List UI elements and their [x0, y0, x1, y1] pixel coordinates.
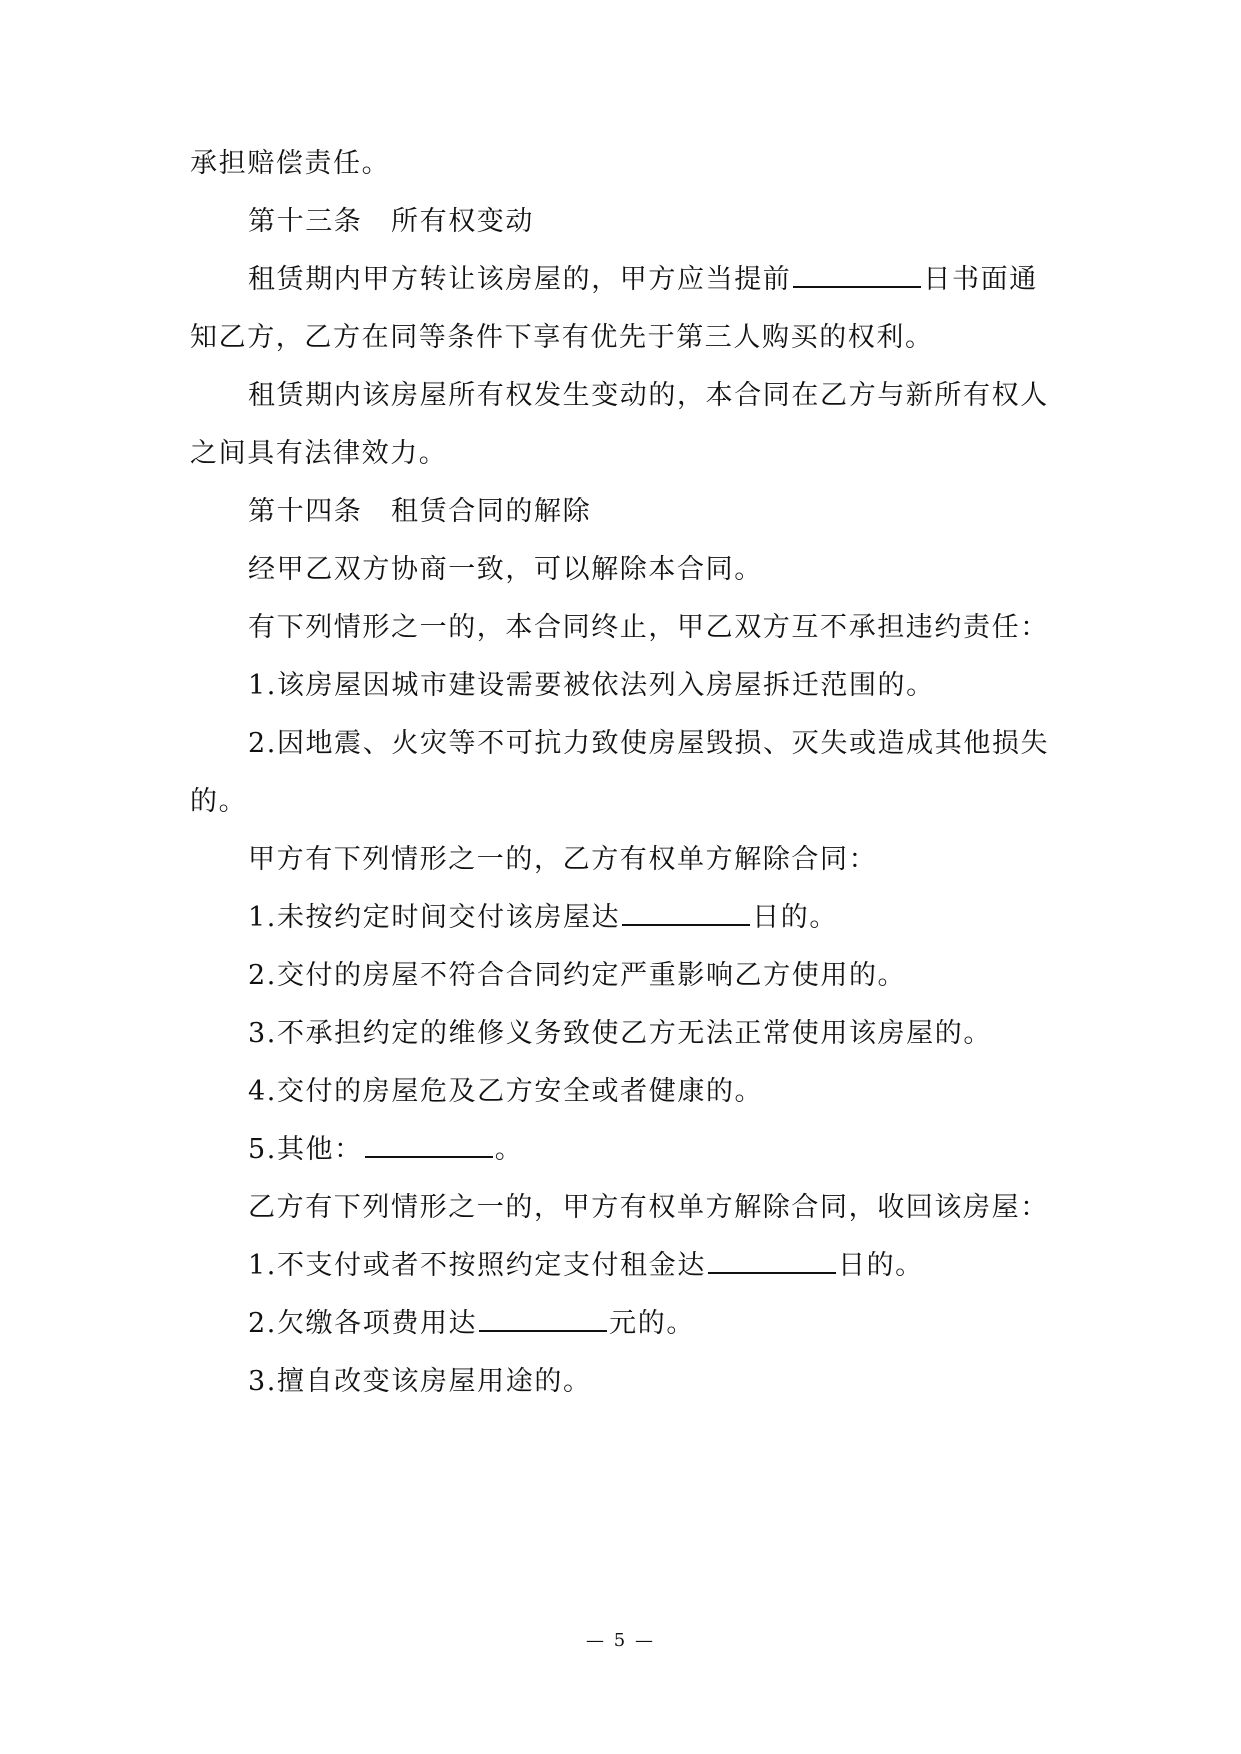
fill-in-blank: [365, 1132, 493, 1158]
list-item: 3.擅自改变该房屋用途的。: [248, 1366, 592, 1397]
paragraph-line: 知乙方，乙方在同等条件下享有优先于第三人购买的权利。: [190, 322, 934, 353]
text-segment: 5.其他：: [248, 1134, 363, 1165]
fill-in-blank: [479, 1306, 607, 1332]
text-segment: 日书面通: [923, 264, 1038, 295]
paragraph-line: 租赁期内该房屋所有权发生变动的，本合同在乙方与新所有权人: [248, 380, 1049, 411]
text-segment: 日的。: [752, 902, 838, 933]
list-item: 2.因地震、火灾等不可抗力致使房屋毁损、灭失或造成其他损失: [248, 728, 1050, 759]
fill-in-blank: [708, 1248, 836, 1274]
page-number: — 5 —: [586, 1630, 655, 1651]
paragraph-line: [248, 261, 1070, 299]
list-item: [248, 1247, 1070, 1285]
list-item: [248, 1305, 1070, 1343]
paragraph-line: 甲方有下列情形之一的，乙方有权单方解除合同：: [248, 844, 878, 875]
fill-in-blank: [793, 262, 921, 288]
paragraph-line: 的。: [190, 786, 248, 817]
paragraph-line: 有下列情形之一的，本合同终止，甲乙双方互不承担违约责任：: [248, 612, 1049, 643]
paragraph-line: 承担赔偿责任。: [190, 148, 391, 179]
text-segment: 2.欠缴各项费用达: [248, 1308, 478, 1339]
list-item: 3.不承担约定的维修义务致使乙方无法正常使用该房屋的。: [248, 1018, 992, 1049]
text-segment: 租赁期内甲方转让该房屋的，甲方应当提前: [248, 264, 792, 295]
fill-in-blank: [622, 900, 750, 926]
text-segment: 1.不支付或者不按照约定支付租金达: [248, 1250, 706, 1281]
text-segment: 1.未按约定时间交付该房屋达: [248, 902, 621, 933]
list-item: 4.交付的房屋危及乙方安全或者健康的。: [248, 1076, 764, 1107]
article-13-heading: 第十三条 所有权变动: [248, 206, 534, 237]
list-item: [248, 899, 1070, 937]
text-segment: 。: [494, 1134, 524, 1165]
text-segment: 日的。: [837, 1250, 924, 1281]
list-item: 2.交付的房屋不符合合同约定严重影响乙方使用的。: [248, 960, 907, 991]
list-item: 1.该房屋因城市建设需要被依法列入房屋拆迁范围的。: [248, 670, 935, 701]
paragraph-line: 经甲乙双方协商一致，可以解除本合同。: [248, 554, 763, 585]
article-14-heading: 第十四条 租赁合同的解除: [248, 496, 592, 527]
paragraph-line: 之间具有法律效力。: [190, 438, 448, 469]
list-item: [248, 1131, 1070, 1169]
text-segment: 元的。: [609, 1308, 695, 1339]
paragraph-line: 乙方有下列情形之一的，甲方有权单方解除合同，收回该房屋：: [248, 1192, 1049, 1223]
